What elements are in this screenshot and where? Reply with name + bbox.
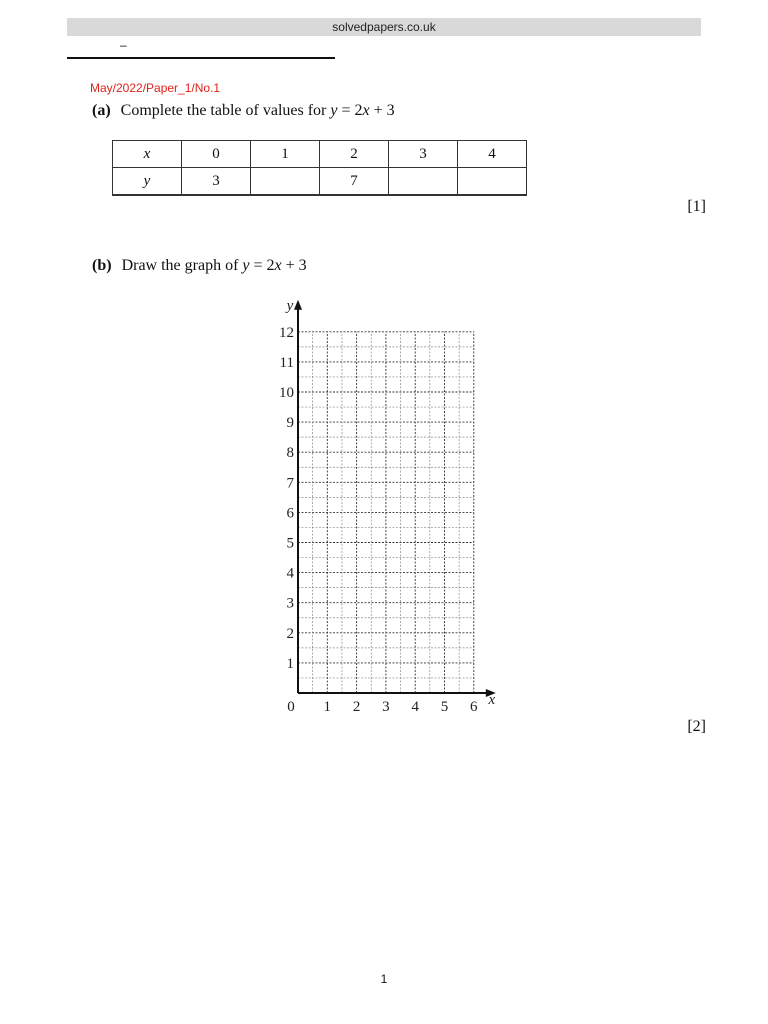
origin-label: 0 (287, 699, 295, 715)
y-axis-arrow-icon (294, 300, 302, 310)
y-tick-label: 5 (286, 535, 294, 552)
table-cell: 4 (458, 141, 527, 168)
part-b-y-var: y (242, 257, 250, 274)
part-a-y-var: y (330, 102, 338, 119)
y-tick-label: 4 (286, 565, 294, 582)
part-b-x-var: x (274, 257, 282, 274)
x-tick-label: 3 (382, 699, 390, 715)
part-b-rest: + 3 (281, 257, 307, 274)
part-b-equals: = 2 (249, 257, 275, 274)
x-tick-label: 4 (411, 699, 419, 715)
y-tick-label: 7 (286, 475, 294, 492)
part-a-label: (a) (92, 102, 111, 119)
part-a-x-var: x (362, 102, 370, 119)
table-cell[interactable]: 3 (182, 168, 251, 196)
part-a-equals: = 2 (337, 102, 363, 119)
table-cell: 3 (389, 141, 458, 168)
x-tick-label: 2 (352, 699, 361, 715)
part-a-rest: + 3 (369, 102, 395, 119)
table-cell: 2 (320, 141, 389, 168)
table-cell: 1 (251, 141, 320, 168)
site-header: solvedpapers.co.uk (67, 18, 701, 36)
y-tick-label: 10 (279, 385, 294, 401)
y-tick-label: 11 (279, 354, 294, 371)
part-a-mark: [1] (687, 198, 706, 215)
header-dash: – (120, 38, 127, 52)
table-cell: 0 (182, 141, 251, 168)
y-tick-label: 2 (286, 625, 294, 642)
table-cell[interactable]: 7 (320, 168, 389, 196)
x-tick-label: 5 (440, 699, 449, 715)
y-tick-label: 6 (286, 505, 294, 522)
y-tick-label: 3 (286, 595, 294, 612)
table-header-x: x (113, 141, 182, 168)
part-b-text: Draw the graph of (121, 257, 239, 274)
y-tick-label: 12 (279, 324, 294, 341)
y-tick-label: 9 (286, 415, 294, 432)
y-tick-label: 1 (286, 655, 294, 672)
y-axis-label: y (286, 297, 294, 314)
x-axis-label: x (488, 692, 496, 708)
x-tick-label: 1 (323, 699, 332, 715)
y-tick-label: 8 (286, 445, 294, 462)
part-b-mark: [2] (687, 718, 706, 735)
page-number: 1 (380, 972, 388, 986)
question-reference: May/2022/Paper_1/No.1 (90, 81, 221, 95)
x-tick-label: 6 (470, 699, 478, 715)
part-b-label: (b) (92, 257, 112, 274)
part-a-text: Complete the table of values for (120, 102, 327, 119)
table-header-y: y (113, 168, 182, 196)
